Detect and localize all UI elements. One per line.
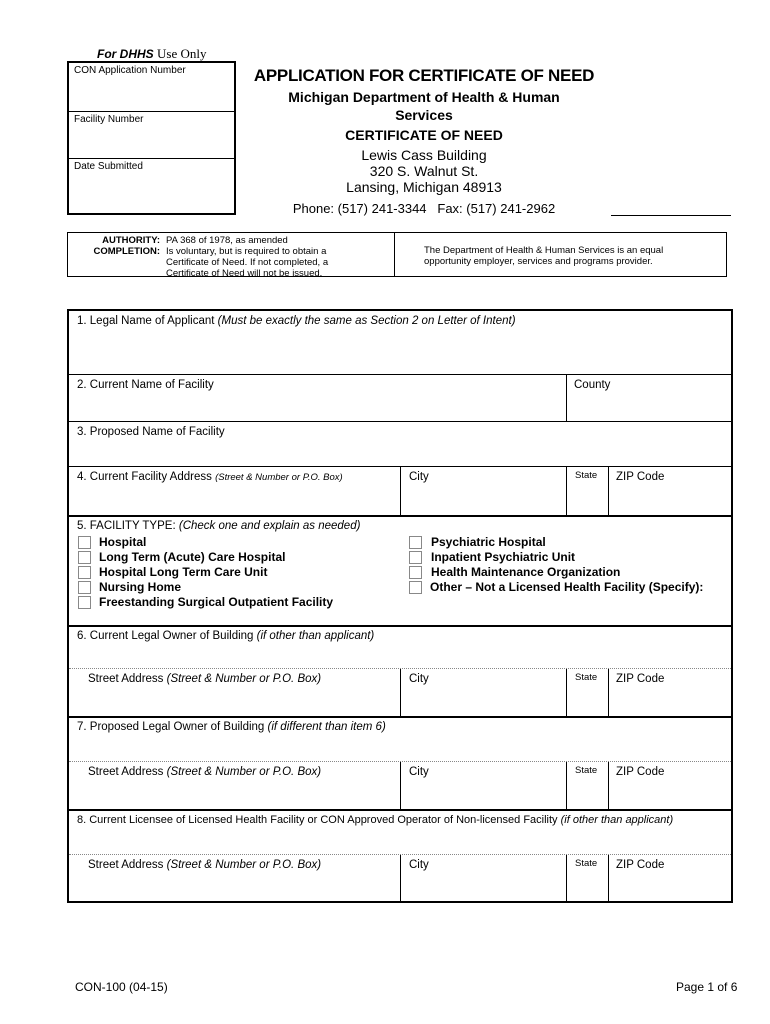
checkbox-psychiatric-hospital[interactable] — [409, 536, 422, 549]
city-label: City — [409, 471, 429, 483]
completion-label: COMPLETION: — [93, 246, 160, 257]
checkbox-hmo[interactable] — [409, 566, 422, 579]
zip-label: ZIP Code — [616, 673, 665, 685]
department-name — [236, 88, 612, 124]
street-address-label: Street Address (Street & Number or P.O. Box) — [88, 766, 322, 778]
blank-line — [611, 215, 731, 216]
authority-box — [67, 232, 727, 277]
checkbox-surgical-outpatient[interactable] — [78, 596, 91, 609]
facility-type-label: 5. FACILITY TYPE: (Check one and explain as needed) — [77, 520, 361, 532]
form-subtitle: CERTIFICATE OF NEED — [345, 127, 503, 143]
option-psychiatric-hospital: Psychiatric Hospital — [431, 535, 546, 549]
proposed-facility-name-label: 3. Proposed Name of Facility — [77, 426, 225, 438]
option-hospital-ltc-unit: Hospital Long Term Care Unit — [99, 565, 268, 579]
facility-number-label: Facility Number — [74, 114, 144, 125]
office-use-heading-bold: For DHHS — [97, 47, 154, 61]
current-owner-field[interactable] — [69, 625, 731, 670]
facility-type-section — [69, 515, 731, 625]
option-hmo: Health Maintenance Organization — [431, 565, 621, 579]
agency-address — [236, 147, 612, 195]
office-use-heading-rest: Use Only — [157, 46, 207, 61]
authority-label: AUTHORITY: — [102, 235, 160, 246]
checkbox-inpatient-psychiatric[interactable] — [409, 551, 422, 564]
proposed-owner-label: 7. Proposed Legal Owner of Building (if different than item 6) — [77, 721, 386, 733]
application-form — [67, 309, 733, 903]
address-line-2: 320 S. Walnut St. — [369, 163, 479, 179]
current-owner-address-row — [69, 668, 731, 716]
checkbox-ltach[interactable] — [78, 551, 91, 564]
current-facility-name-label: 2. Current Name of Facility — [77, 379, 214, 391]
con-application-number-field[interactable] — [69, 63, 234, 111]
phone-fax: Phone: (517) 241-3344 Fax: (517) 241-2962 — [292, 201, 556, 216]
current-licensee-address-row — [69, 854, 731, 903]
option-nursing-home: Nursing Home — [99, 580, 182, 594]
checkbox-nursing-home[interactable] — [78, 581, 91, 594]
department-line-2: Services — [395, 107, 453, 123]
facility-number-field[interactable] — [69, 111, 234, 159]
authority-text: PA 368 of 1978, as amended — [166, 235, 288, 246]
state-label: State — [575, 470, 598, 481]
legal-name-label: 1. Legal Name of Applicant (Must be exactly the same as Section 2 on Letter of Intent) — [77, 315, 516, 327]
option-hospital: Hospital — [99, 535, 147, 549]
county-label: County — [574, 379, 611, 391]
current-address-row — [69, 466, 731, 515]
address-line-3: Lansing, Michigan 48913 — [346, 179, 502, 195]
office-use-box — [67, 61, 236, 215]
city-label: City — [409, 859, 429, 871]
current-address-label: 4. Current Facility Address (Street & Number or P.O. Box) — [77, 471, 343, 483]
proposed-owner-field[interactable] — [69, 716, 731, 762]
zip-label: ZIP Code — [616, 859, 665, 871]
proposed-facility-name-field[interactable] — [69, 421, 731, 466]
form-title: APPLICATION FOR CERTIFICATE OF NEED — [253, 66, 595, 85]
legal-name-field[interactable] — [69, 311, 731, 374]
option-inpatient-psychiatric: Inpatient Psychiatric Unit — [431, 550, 576, 564]
zip-label: ZIP Code — [616, 766, 665, 778]
current-facility-name-row — [69, 374, 731, 421]
authority-divider — [394, 233, 395, 276]
address-line-1: Lewis Cass Building — [361, 147, 487, 163]
zip-label: ZIP Code — [616, 471, 665, 483]
option-surgical-outpatient: Freestanding Surgical Outpatient Facility — [99, 595, 334, 609]
street-address-label: Street Address (Street & Number or P.O. Box) — [88, 859, 322, 871]
equal-opportunity-statement: The Department of Health & Human Services is an equal opportunity employer, services and programs provider. — [424, 245, 664, 267]
form-id: CON-100 (04-15) — [75, 980, 168, 994]
option-other: Other – Not a Licensed Health Facility (Specify): — [430, 580, 704, 594]
state-label: State — [575, 858, 598, 869]
street-address-label: Street Address (Street & Number or P.O. Box) — [88, 673, 322, 685]
date-submitted-label: Date Submitted — [74, 161, 143, 172]
city-label: City — [409, 766, 429, 778]
current-owner-label: 6. Current Legal Owner of Building (if other than applicant) — [77, 630, 375, 642]
current-licensee-label: 8. Current Licensee of Licensed Health Facility or CON Approved Operator of Non-licensed Facility (if other than applicant) — [77, 814, 674, 826]
con-application-number-label: CON Application Number — [74, 65, 186, 76]
checkbox-hospital[interactable] — [78, 536, 91, 549]
city-label: City — [409, 673, 429, 685]
page-number: Page 1 of 6 — [676, 980, 738, 994]
date-submitted-field[interactable] — [69, 158, 234, 213]
completion-text: Is voluntary, but is required to obtain a Certificate of Need. If not completed, a Certificate of Need will not be issued. — [166, 246, 329, 279]
checkbox-other[interactable] — [409, 581, 422, 594]
department-line-1: Michigan Department of Health & Human — [288, 89, 560, 105]
current-licensee-field[interactable] — [69, 809, 731, 855]
office-use-heading — [97, 46, 206, 62]
state-label: State — [575, 765, 598, 776]
proposed-owner-address-row — [69, 761, 731, 809]
checkbox-hospital-ltc-unit[interactable] — [78, 566, 91, 579]
option-ltach: Long Term (Acute) Care Hospital — [99, 550, 286, 564]
state-label: State — [575, 672, 598, 683]
